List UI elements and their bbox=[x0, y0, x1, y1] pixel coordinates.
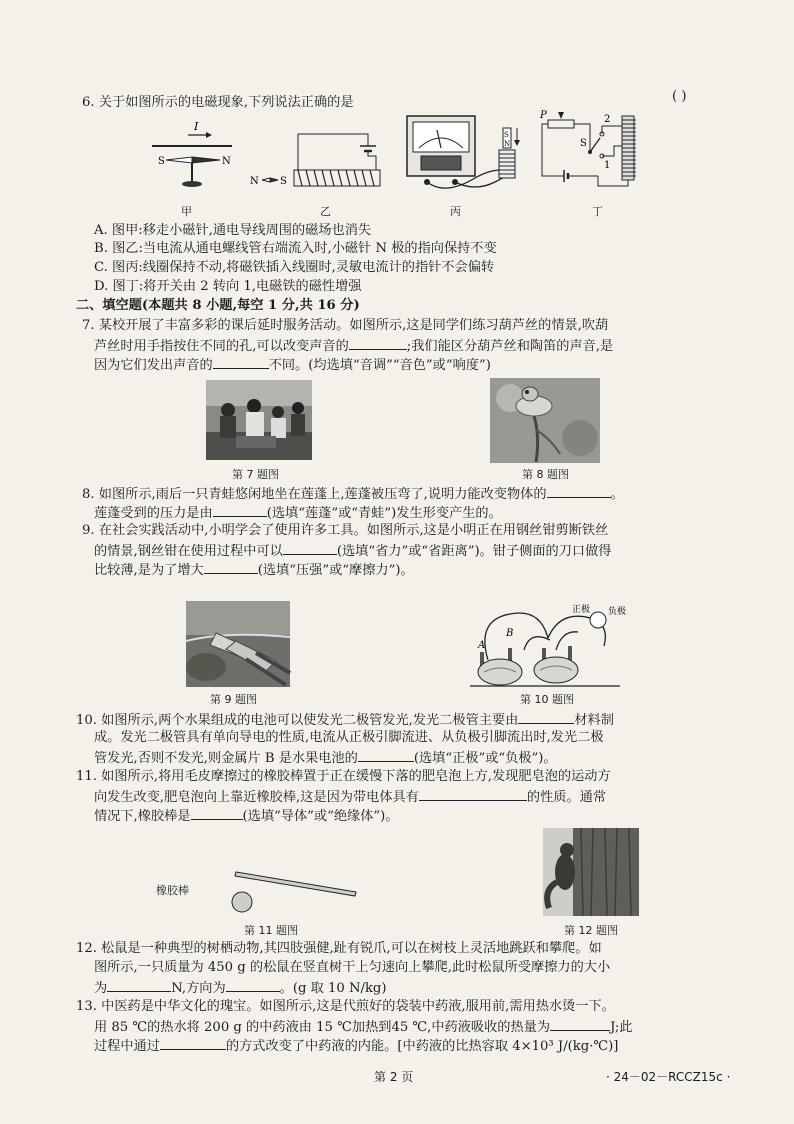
section-2-title: 二、填空题(本题共 8 小题,每空 1 分,共 16 分) bbox=[76, 298, 360, 313]
fig-label-yi: 乙 bbox=[320, 205, 331, 218]
fig12-photo bbox=[543, 828, 639, 916]
q13-blank-2[interactable] bbox=[160, 1036, 226, 1050]
q6-option-c: C. 图丙:线圈保持不动,将磁铁插入线圈时,灵敏电流计的指针不会偏转 bbox=[94, 260, 495, 275]
fig8-caption: 第 8 题图 bbox=[522, 468, 569, 481]
fig10-caption: 第 10 题图 bbox=[520, 693, 574, 706]
q7-line2: 芦丝时用手指按住不同的孔,可以改变声音的 ;我们能区分葫芦丝和陶笛的声音,是 bbox=[94, 336, 613, 356]
fig11-diagram bbox=[200, 868, 360, 918]
q9-blank-1[interactable] bbox=[283, 541, 337, 555]
q9-blank-2[interactable] bbox=[204, 560, 258, 574]
q9-line3: 比较薄,是为了增大 (选填“压强”或“摩擦力”)。 bbox=[94, 560, 414, 580]
fig-ding bbox=[538, 106, 648, 196]
q11-line1: 11. 如图所示,将用毛皮摩擦过的橡胶棒置于正在缓慢下落的肥皂泡上方,发现肥皂泡的运动方 bbox=[76, 769, 611, 784]
q9-line1: 9. 在社会实践活动中,小明学会了使用许多工具。如图所示,这是小明正在用钢丝钳剪断铁丝 bbox=[82, 523, 609, 538]
fig9-caption: 第 9 题图 bbox=[210, 693, 257, 706]
fig-bing bbox=[405, 112, 525, 198]
fig11-rod-label: 橡胶棒 bbox=[156, 884, 189, 897]
q6-option-d: D. 图丁:将开关由 2 转向 1,电磁铁的磁性增强 bbox=[94, 279, 362, 294]
fig-yi-s-label: S bbox=[280, 176, 287, 187]
fig7-caption: 第 7 题图 bbox=[232, 468, 279, 481]
fig10-pos-label: 正极 bbox=[572, 605, 591, 615]
fig-label-jia: 甲 bbox=[181, 205, 192, 218]
fig-ding-1-label: 1 bbox=[604, 160, 611, 171]
page-number: 第 2 页 bbox=[374, 1070, 414, 1084]
q10-line3: 管发光,否则不发光,则金属片 B 是水果电池的 (选填“正极”或“负极”)。 bbox=[94, 748, 557, 768]
fig-bing-n-label: N bbox=[504, 140, 511, 148]
q12-blank-1[interactable] bbox=[107, 978, 171, 992]
fig-yi bbox=[250, 126, 390, 196]
q7-blank-2[interactable] bbox=[213, 355, 269, 369]
fig10-neg-label: 负极 bbox=[608, 607, 627, 617]
q10-blank-2[interactable] bbox=[358, 748, 414, 762]
q8-line1: 8. 如图所示,雨后一只青蛙悠闲地坐在莲蓬上,莲蓬被压弯了,说明力能改变物体的 。 bbox=[82, 484, 624, 504]
q12-line3: 为 N,方向为 。(g 取 10 N/kg) bbox=[94, 978, 387, 998]
q7-blank-1[interactable] bbox=[349, 336, 407, 350]
q11-blank-2[interactable] bbox=[191, 806, 243, 820]
q6-answer-paren: ( ) bbox=[672, 89, 687, 104]
q11-line2: 向发生改变,肥皂泡向上靠近橡胶棒,这是因为带电体具有 的性质。通常 bbox=[94, 787, 606, 807]
q12-line1: 12. 松鼠是一种典型的树栖动物,其四肢强健,趾有锐爪,可以在树枝上灵活地跳跃和攀爬。如 bbox=[76, 941, 602, 956]
fig10-diagram bbox=[470, 600, 627, 690]
q6-option-b: B. 图乙:当电流从通电螺线管右端流入时,小磁针 N 极的指向保持不变 bbox=[94, 241, 497, 256]
q10-blank-1[interactable] bbox=[518, 710, 574, 724]
q12-line2: 图所示,一只质量为 450 g 的松鼠在竖直树干上匀速向上攀爬,此时松鼠所受摩擦力的大小 bbox=[94, 960, 611, 975]
q6-option-a: A. 图甲:移走小磁针,通电导线周围的磁场也消失 bbox=[94, 223, 372, 238]
fig12-caption: 第 12 题图 bbox=[564, 924, 618, 937]
paper-code: · 24－02－RCCZ15c · bbox=[606, 1070, 731, 1084]
q9-line2: 的情景,钢丝钳在使用过程中可以 (选填“省力”或“省距离”)。钳子侧面的刀口做得 bbox=[94, 541, 611, 561]
fig-jia bbox=[150, 118, 240, 198]
fig-jia-current-label: I bbox=[194, 120, 199, 133]
q10-line2: 成。发光二极管具有单向导电的性质,电流从正极引脚流进、从负极引脚流出时,发光二极 bbox=[94, 730, 604, 745]
q11-blank-1[interactable] bbox=[419, 787, 527, 801]
fig-ding-p-label: P bbox=[540, 110, 547, 121]
fig-label-bing: 丙 bbox=[450, 205, 461, 218]
fig-yi-n-label: N bbox=[250, 176, 259, 187]
q13-line1: 13. 中医药是中华文化的瑰宝。如图所示,这是代煎好的袋装中药液,服用前,需用热水烫一下。 bbox=[76, 999, 615, 1014]
q11-line3: 情况下,橡胶棒是 (选填“导体”或“绝缘体”)。 bbox=[94, 806, 398, 826]
q8-blank-1[interactable] bbox=[547, 484, 611, 498]
q8-blank-2[interactable] bbox=[213, 503, 267, 517]
fig-jia-s-label: S bbox=[158, 156, 165, 167]
fig-jia-n-label: N bbox=[222, 156, 231, 167]
q7-line1: 7. 某校开展了丰富多彩的课后延时服务活动。如图所示,这是同学们练习葫芦丝的情景,吹葫 bbox=[82, 318, 609, 333]
fig-ding-s-label: S bbox=[580, 138, 587, 149]
q6-stem: 6. 关于如图所示的电磁现象,下列说法正确的是 bbox=[82, 95, 354, 110]
fig8-photo bbox=[490, 378, 600, 463]
q8-line2: 莲蓬受到的压力是由 (选填“莲蓬”或“青蛙”)发生形变产生的。 bbox=[94, 503, 502, 523]
fig7-photo bbox=[206, 380, 312, 460]
q7-line3: 因为它们发出声音的 不同。(均选填“音调”“音色”或“响度”) bbox=[94, 355, 491, 375]
fig11-caption: 第 11 题图 bbox=[244, 924, 298, 937]
q10-line1: 10. 如图所示,两个水果组成的电池可以使发光二极管发光,发光二极管主要由 材料制 bbox=[76, 710, 614, 730]
fig-bing-s-label: S bbox=[504, 131, 509, 139]
fig9-photo bbox=[186, 601, 290, 687]
fig-label-ding: 丁 bbox=[592, 205, 603, 218]
q12-blank-2[interactable] bbox=[226, 978, 280, 992]
fig10-b-label: B bbox=[506, 628, 514, 639]
fig-ding-2-label: 2 bbox=[604, 114, 611, 125]
fig10-a-label: A bbox=[478, 640, 486, 651]
q13-line2: 用 85 ℃的热水将 200 g 的中药液由 15 ℃加热到45 ℃,中药液吸收的热量为 J;此 bbox=[94, 1017, 632, 1037]
q13-line3: 过程中通过 的方式改变了中药液的内能。[中药液的比热容取 4×10³ J/(kg·℃)] bbox=[94, 1036, 618, 1056]
q13-blank-1[interactable] bbox=[550, 1017, 610, 1031]
